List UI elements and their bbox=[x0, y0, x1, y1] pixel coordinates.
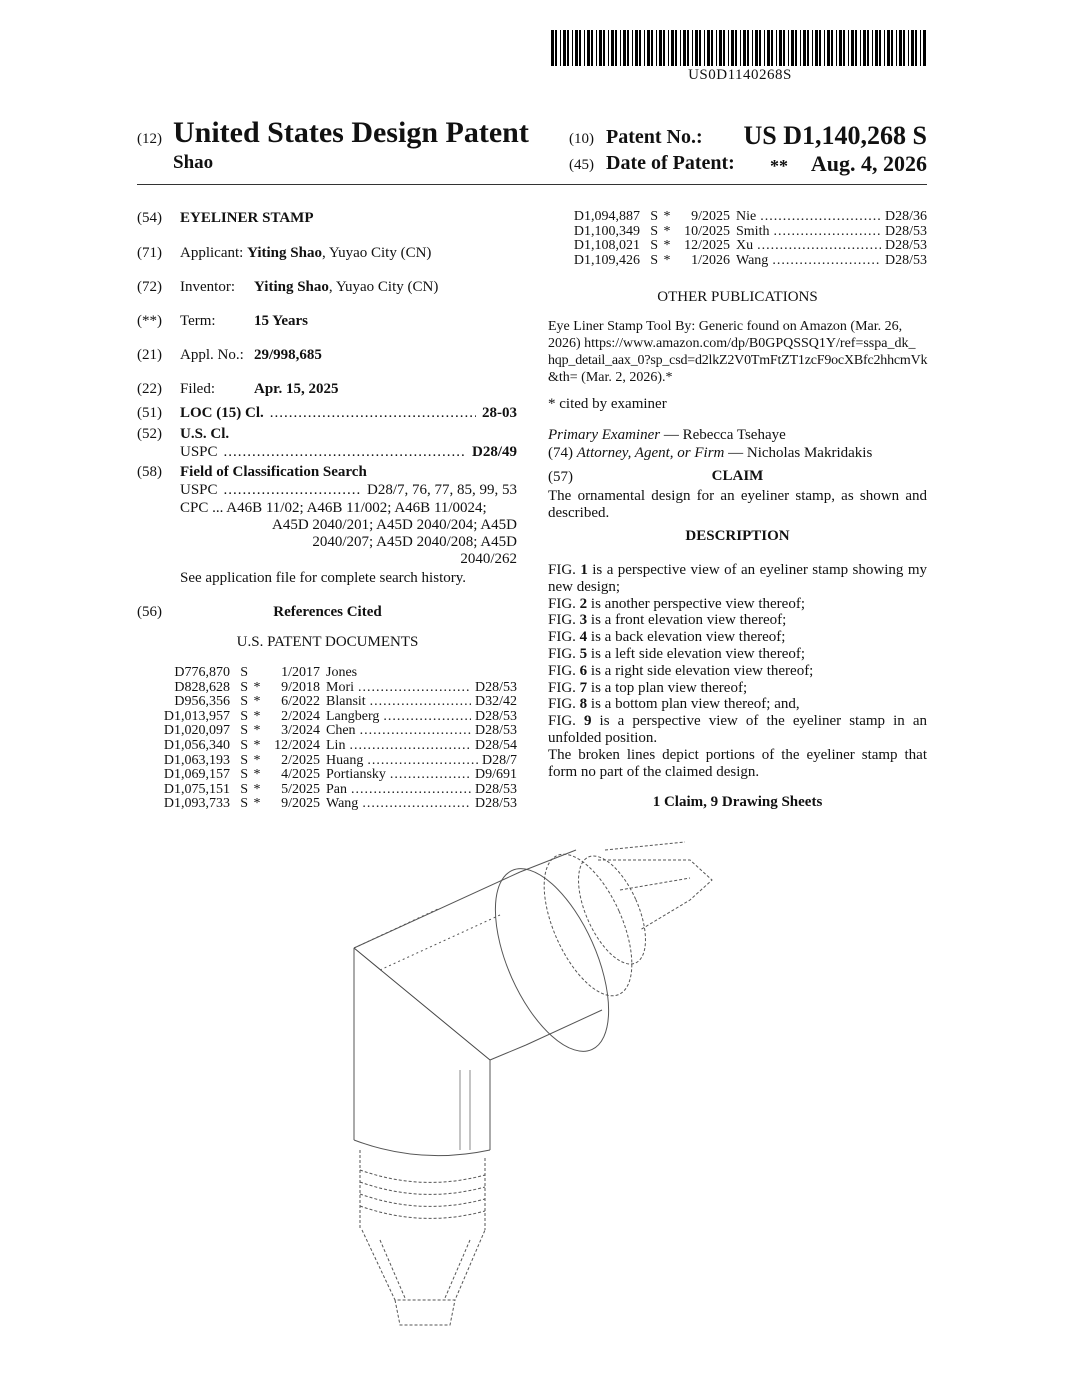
barcode-bar bbox=[704, 30, 705, 66]
barcode-bar bbox=[872, 30, 873, 66]
inventor-field bbox=[254, 279, 438, 296]
fig-prefix: FIG. bbox=[548, 629, 580, 646]
barcode-bar bbox=[608, 30, 609, 66]
barcode-bar bbox=[647, 30, 650, 66]
reference-kind: S bbox=[240, 767, 248, 783]
barcode-bar bbox=[759, 30, 761, 66]
reference-date: 2/2025 bbox=[281, 752, 320, 768]
fig-prefix: FIG. bbox=[548, 713, 584, 730]
reference-class: D28/53 bbox=[475, 708, 517, 724]
fig-number: 9 bbox=[583, 713, 592, 730]
barcode-bar bbox=[767, 30, 770, 66]
reference-class: D9/691 bbox=[475, 767, 517, 783]
reference-kind: S bbox=[240, 723, 248, 739]
barcode-bar bbox=[831, 30, 833, 66]
fig-text: is a right side elevation view thereof; bbox=[587, 662, 814, 679]
inventor-location: , Yuyao City (CN) bbox=[328, 279, 439, 295]
reference-name: Wang bbox=[736, 252, 769, 268]
cpc-line-1: CPC ... A46B 11/02; A46B 11/002; A46B 11/0024; bbox=[180, 500, 487, 516]
barcode-bar bbox=[611, 30, 614, 66]
barcode-bar bbox=[735, 30, 737, 66]
barcode-bar bbox=[692, 30, 693, 66]
barcode-bar bbox=[824, 30, 825, 66]
patent-number: US D1,140,268 S bbox=[743, 121, 927, 150]
barcode-bar bbox=[752, 30, 753, 66]
inventor-label: Inventor: bbox=[180, 279, 235, 295]
other-pub-line-2: 2026) https://www.amazon.com/dp/B0GPQSSQ1Y/ref=sspa_dk_ bbox=[548, 336, 916, 351]
barcode-bar bbox=[920, 30, 921, 66]
code-72: (72) bbox=[137, 279, 162, 295]
reference-name: Mori bbox=[326, 679, 354, 695]
figure-description bbox=[548, 696, 927, 713]
barcode-bar bbox=[764, 30, 765, 66]
reference-number: D1,109,426 bbox=[573, 252, 640, 268]
reference-date: 12/2024 bbox=[274, 738, 320, 753]
barcode-bar bbox=[687, 30, 689, 66]
other-publications-title: OTHER PUBLICATIONS bbox=[657, 289, 818, 305]
reference-name: Xu bbox=[736, 238, 754, 254]
barcode-bar bbox=[812, 30, 813, 66]
barcode-bar bbox=[659, 30, 662, 66]
reference-date: 9/2025 bbox=[281, 796, 320, 812]
reference-kind: S bbox=[240, 752, 248, 768]
reference-kind: S bbox=[240, 796, 248, 812]
barcode-bar bbox=[591, 30, 593, 66]
reference-name: Wang bbox=[326, 796, 359, 812]
barcode-bar bbox=[911, 30, 914, 66]
reference-number: D1,094,887 bbox=[573, 209, 640, 224]
term-label: Term: bbox=[180, 313, 216, 329]
fig-number: 1 bbox=[580, 562, 588, 578]
barcode-bar bbox=[731, 30, 734, 66]
code-21: (21) bbox=[137, 347, 162, 363]
barcode-bar bbox=[615, 30, 617, 66]
header-rule bbox=[137, 184, 927, 185]
cpc-line-2: A45D 2040/201; A45D 2040/204; A45D bbox=[271, 517, 517, 533]
field-search-label: Field of Classification Search bbox=[180, 464, 367, 480]
reference-date: 1/2017 bbox=[281, 665, 320, 680]
claim-text: The ornamental design for an eyeliner stamp, as shown and described. bbox=[548, 488, 927, 521]
barcode-bar bbox=[879, 30, 881, 66]
barcode-bar bbox=[839, 30, 842, 66]
fig-number: 6 bbox=[579, 662, 588, 679]
reference-class: D28/7 bbox=[482, 752, 517, 768]
reference-name: Langberg bbox=[326, 708, 380, 724]
barcode-bar bbox=[908, 30, 909, 66]
reference-class: D28/36 bbox=[885, 209, 927, 224]
reference-number: D1,013,957 bbox=[163, 708, 230, 724]
reference-number: D1,100,349 bbox=[573, 223, 640, 239]
code-56: (56) bbox=[137, 604, 162, 620]
barcode-bar bbox=[843, 30, 845, 66]
reference-kind: S bbox=[240, 738, 248, 753]
code-term: (**) bbox=[137, 313, 162, 329]
barcode-bar bbox=[819, 30, 821, 66]
uspc-leader bbox=[224, 444, 466, 461]
date-label: Date of Patent: bbox=[606, 152, 735, 174]
date-of-patent: Aug. 4, 2026 bbox=[810, 151, 927, 176]
appl-no-value: 29/998,685 bbox=[254, 347, 322, 363]
barcode-bar bbox=[783, 30, 785, 66]
fig-prefix: FIG. bbox=[548, 612, 580, 629]
fig-number: 7 bbox=[579, 679, 588, 696]
reference-kind: S bbox=[240, 708, 248, 724]
barcode-bar bbox=[567, 30, 569, 66]
examiner-label: Primary Examiner bbox=[548, 427, 661, 443]
reference-name: Pan bbox=[326, 781, 347, 797]
filed-label: Filed: bbox=[180, 381, 216, 397]
code-12: (12) bbox=[137, 131, 162, 147]
code-45: (45) bbox=[569, 157, 594, 173]
barcode-bar bbox=[896, 30, 897, 66]
uspc-value: D28/49 bbox=[472, 444, 517, 460]
barcode-bar bbox=[555, 30, 557, 66]
reference-star: * bbox=[253, 723, 261, 739]
reference-date: 4/2025 bbox=[281, 767, 320, 783]
barcode-bar bbox=[683, 30, 686, 66]
reference-date: 5/2025 bbox=[281, 781, 320, 797]
barcode-bar bbox=[800, 30, 801, 66]
barcode-bar bbox=[572, 30, 573, 66]
reference-row bbox=[570, 252, 927, 269]
barcode-bar bbox=[755, 30, 758, 66]
reference-name: Huang bbox=[326, 752, 364, 768]
barcode-bar bbox=[776, 30, 777, 66]
primary-examiner bbox=[548, 427, 786, 444]
barcode-bar bbox=[923, 30, 926, 66]
reference-class: D28/53 bbox=[475, 723, 517, 739]
figure-description bbox=[548, 612, 927, 629]
reference-number: D776,870 bbox=[174, 665, 230, 680]
reference-number: D1,093,733 bbox=[163, 796, 230, 812]
barcode-bar bbox=[719, 30, 722, 66]
reference-number: D1,063,193 bbox=[163, 752, 230, 768]
barcode-bar bbox=[743, 30, 746, 66]
reference-kind: S bbox=[650, 238, 658, 254]
barcode-bar bbox=[644, 30, 645, 66]
reference-number: D956,356 bbox=[174, 694, 230, 710]
barcode-bar bbox=[668, 30, 669, 66]
barcode-bar bbox=[791, 30, 794, 66]
applicant-label: Applicant: bbox=[180, 245, 244, 261]
barcode-bar bbox=[623, 30, 626, 66]
barcode-bar bbox=[663, 30, 665, 66]
examiner-name: — Rebecca Tsehaye bbox=[660, 427, 786, 443]
inventor-name: Yiting Shao bbox=[254, 279, 329, 295]
reference-star: * bbox=[253, 694, 261, 710]
fig-prefix: FIG. bbox=[548, 679, 580, 696]
reference-date: 9/2025 bbox=[691, 209, 730, 224]
claims-sheets-count: 1 Claim, 9 Drawing Sheets bbox=[652, 794, 823, 810]
barcode-bar bbox=[875, 30, 878, 66]
code-52: (52) bbox=[137, 426, 162, 442]
fig-text: is a bottom plan view thereof; and, bbox=[587, 696, 800, 713]
code-58: (58) bbox=[137, 464, 162, 480]
search-history-note: See application file for complete search history. bbox=[180, 570, 467, 586]
references-cited-title: References Cited bbox=[273, 604, 382, 620]
reference-star: * bbox=[663, 238, 671, 254]
reference-star: * bbox=[253, 738, 261, 753]
broken-lines-note: The broken lines depict portions of the eyeliner stamp that form no part of the claimed design. bbox=[548, 746, 927, 780]
barcode-bar bbox=[891, 30, 893, 66]
fig-number: 2 bbox=[579, 595, 588, 612]
date-mark: ** bbox=[770, 156, 788, 176]
fig-text: is a perspective view of an eyeliner stamp showing my new design; bbox=[548, 562, 927, 595]
figure-descriptions bbox=[548, 562, 927, 780]
barcode-bar bbox=[680, 30, 681, 66]
reference-date: 10/2025 bbox=[684, 223, 730, 239]
cpc-line-4: 2040/262 bbox=[460, 551, 517, 567]
barcode-bar bbox=[560, 30, 561, 66]
loc-leader bbox=[270, 405, 476, 422]
patent-type-title: United States Design Patent bbox=[173, 116, 529, 149]
barcode-bar bbox=[675, 30, 677, 66]
barcode-bar bbox=[716, 30, 717, 66]
fig-text: is a left side elevation view thereof; bbox=[587, 645, 806, 662]
reference-star: * bbox=[253, 796, 261, 812]
reference-class: D28/53 bbox=[475, 679, 517, 695]
figure-description bbox=[548, 713, 927, 747]
barcode-bar bbox=[728, 30, 729, 66]
barcode-bar bbox=[779, 30, 782, 66]
reference-date: 6/2022 bbox=[281, 694, 320, 710]
figure-description bbox=[548, 562, 927, 596]
barcode-bar bbox=[827, 30, 830, 66]
loc-class-row bbox=[180, 405, 517, 422]
barcode-bar bbox=[563, 30, 566, 66]
us-patent-docs-title: U.S. PATENT DOCUMENTS bbox=[236, 634, 419, 650]
term-value: 15 Years bbox=[254, 313, 309, 329]
barcode-bar bbox=[603, 30, 605, 66]
fig-prefix: FIG. bbox=[548, 662, 580, 679]
fig-number: 3 bbox=[579, 612, 588, 629]
applicant-location: , Yuyao City (CN) bbox=[321, 245, 432, 261]
barcode-bar bbox=[711, 30, 713, 66]
reference-kind: S bbox=[650, 209, 658, 224]
barcode-bar bbox=[579, 30, 581, 66]
barcode-bar bbox=[551, 30, 554, 66]
appl-no-label: Appl. No.: bbox=[180, 347, 244, 363]
barcode-bar bbox=[707, 30, 710, 66]
barcode-bar bbox=[771, 30, 773, 66]
reference-class: D28/53 bbox=[885, 252, 927, 268]
code-54: (54) bbox=[137, 210, 162, 226]
fig-text: is a back elevation view thereof; bbox=[587, 629, 786, 646]
reference-star: * bbox=[253, 708, 261, 724]
search-uspc-leader bbox=[224, 482, 361, 499]
barcode-bar bbox=[848, 30, 849, 66]
barcode-bar bbox=[815, 30, 818, 66]
reference-kind: S bbox=[240, 679, 248, 695]
figure-description bbox=[548, 629, 927, 646]
search-uspc-row bbox=[180, 482, 517, 499]
inventor-surname: Shao bbox=[173, 152, 214, 173]
barcode-bar bbox=[656, 30, 657, 66]
barcode-bar bbox=[575, 30, 578, 66]
barcode-bar bbox=[855, 30, 857, 66]
code-71: (71) bbox=[137, 245, 162, 261]
reference-date: 3/2024 bbox=[281, 723, 320, 739]
title-of-design: EYELINER STAMP bbox=[180, 210, 314, 226]
uspc-row bbox=[180, 444, 517, 461]
figure-description bbox=[548, 646, 927, 663]
other-publication-entry bbox=[548, 318, 927, 386]
cited-by-examiner: * cited by examiner bbox=[548, 396, 667, 412]
reference-star: * bbox=[663, 209, 671, 224]
reference-number: D1,069,157 bbox=[163, 767, 230, 783]
code-74: (74) bbox=[548, 445, 573, 461]
code-10: (10) bbox=[569, 131, 594, 147]
figure-description bbox=[548, 680, 927, 697]
barcode-bar bbox=[903, 30, 905, 66]
barcode-bar bbox=[740, 30, 741, 66]
barcode-bar bbox=[599, 30, 602, 66]
eyeliner-stamp-drawing bbox=[340, 820, 740, 1340]
code-22: (22) bbox=[137, 381, 162, 397]
barcode-bar bbox=[620, 30, 621, 66]
barcode-bar bbox=[632, 30, 633, 66]
reference-number: D828,628 bbox=[174, 679, 230, 695]
reference-date: 2/2024 bbox=[281, 708, 320, 724]
reference-date: 12/2025 bbox=[684, 238, 730, 254]
barcode-bar bbox=[899, 30, 902, 66]
barcode-number: US0D1140268S bbox=[688, 67, 792, 83]
reference-star: * bbox=[663, 223, 671, 239]
reference-class: D28/54 bbox=[475, 738, 517, 753]
loc-label: LOC (15) Cl. bbox=[180, 405, 264, 421]
barcode-bar bbox=[747, 30, 749, 66]
attorney-label: Attorney, Agent, or Firm bbox=[576, 445, 725, 461]
reference-kind: S bbox=[650, 223, 658, 239]
reference-name: Portiansky bbox=[326, 767, 386, 783]
reference-number: D1,020,097 bbox=[163, 723, 230, 739]
attorney-name: — Nicholas Makridakis bbox=[724, 445, 873, 461]
uspc-label: USPC bbox=[180, 444, 218, 460]
filed-value: Apr. 15, 2025 bbox=[254, 381, 339, 397]
barcode-bar bbox=[788, 30, 789, 66]
reference-number: D1,075,151 bbox=[163, 781, 230, 797]
reference-class: D28/53 bbox=[885, 223, 927, 239]
fig-text: is another perspective view thereof; bbox=[587, 595, 806, 612]
attorney bbox=[548, 445, 872, 462]
reference-class: D28/53 bbox=[475, 796, 517, 812]
claim-title: CLAIM bbox=[711, 468, 764, 484]
barcode-bar bbox=[584, 30, 585, 66]
description-title: DESCRIPTION bbox=[685, 528, 790, 544]
barcode-bar bbox=[627, 30, 629, 66]
reference-kind: S bbox=[240, 665, 248, 680]
fig-prefix: FIG. bbox=[548, 696, 580, 713]
patent-no-label: Patent No.: bbox=[606, 126, 703, 148]
fig-text: is a front elevation view thereof; bbox=[587, 612, 787, 629]
barcode-bar bbox=[836, 30, 837, 66]
barcode-bar bbox=[863, 30, 866, 66]
barcode-bar bbox=[860, 30, 861, 66]
code-51: (51) bbox=[137, 405, 162, 421]
code-57: (57) bbox=[548, 469, 573, 485]
reference-kind: S bbox=[650, 252, 658, 268]
reference-row bbox=[160, 795, 517, 812]
reference-class: D28/53 bbox=[885, 238, 927, 254]
barcode-bar bbox=[635, 30, 638, 66]
barcode-bar bbox=[867, 30, 869, 66]
fig-number: 4 bbox=[579, 629, 588, 646]
us-cl-label: U.S. Cl. bbox=[180, 426, 230, 442]
barcode-bar bbox=[851, 30, 854, 66]
reference-leader bbox=[362, 795, 471, 812]
reference-star: * bbox=[253, 752, 261, 768]
fig-prefix: FIG. bbox=[548, 595, 580, 612]
reference-name: Chen bbox=[326, 723, 356, 739]
fig-number: 5 bbox=[579, 645, 588, 662]
search-uspc-value: D28/7, 76, 77, 85, 99, 53 bbox=[367, 482, 517, 498]
reference-star: * bbox=[253, 781, 261, 797]
reference-name: Nie bbox=[736, 209, 757, 224]
barcode-bar bbox=[795, 30, 797, 66]
fig-number: 8 bbox=[579, 696, 588, 713]
barcode-bar bbox=[699, 30, 701, 66]
reference-number: D1,108,021 bbox=[573, 238, 640, 254]
barcode-bar bbox=[651, 30, 653, 66]
other-pub-line-1: Eye Liner Stamp Tool By: Generic found on Amazon (Mar. 26, bbox=[548, 319, 903, 334]
reference-star: * bbox=[663, 252, 671, 268]
reference-class: D28/53 bbox=[475, 781, 517, 797]
fig-text: is a perspective view of the eyeliner stamp in an unfolded position. bbox=[548, 713, 927, 746]
barcode-bar bbox=[884, 30, 885, 66]
reference-star: * bbox=[253, 767, 261, 783]
other-pub-line-3: hqp_detail_aax_0?sp_csd=d2lkZ2V0TmFtZT1zcF9ocXBfc2hhcmVk bbox=[548, 353, 928, 368]
barcode-bar bbox=[671, 30, 674, 66]
barcode-bar bbox=[723, 30, 725, 66]
barcode-bar bbox=[803, 30, 806, 66]
fig-prefix: FIG. bbox=[548, 562, 581, 578]
reference-kind: S bbox=[240, 781, 248, 797]
applicant-name: Yiting Shao bbox=[247, 245, 322, 261]
reference-date: 1/2026 bbox=[691, 252, 730, 268]
cpc-line-3: 2040/207; A45D 2040/208; A45D bbox=[312, 534, 517, 550]
barcode bbox=[551, 30, 929, 68]
barcode-bar bbox=[695, 30, 698, 66]
barcode-bar bbox=[639, 30, 641, 66]
applicant-field bbox=[180, 245, 431, 262]
reference-date: 9/2018 bbox=[281, 679, 320, 695]
barcode-bar bbox=[596, 30, 597, 66]
reference-kind: S bbox=[240, 694, 248, 710]
loc-value: 28-03 bbox=[482, 405, 517, 421]
reference-number: D1,056,340 bbox=[163, 738, 230, 753]
fig-prefix: FIG. bbox=[548, 645, 580, 662]
barcode-bar bbox=[887, 30, 890, 66]
barcode-bar bbox=[587, 30, 590, 66]
reference-name: Lin bbox=[326, 738, 346, 753]
barcode-bar bbox=[915, 30, 917, 66]
reference-name: Jones bbox=[326, 665, 358, 680]
fig-text: is a top plan view thereof; bbox=[587, 679, 748, 696]
reference-name: Blansit bbox=[326, 694, 366, 710]
figure-description bbox=[548, 663, 927, 680]
reference-class: D32/42 bbox=[475, 694, 517, 710]
barcode-bar bbox=[807, 30, 809, 66]
reference-name: Smith bbox=[736, 223, 770, 239]
search-uspc-label: USPC bbox=[180, 482, 218, 498]
reference-star: * bbox=[253, 679, 261, 695]
reference-leader bbox=[772, 252, 881, 269]
other-pub-line-4: &th= (Mar. 2, 2026).* bbox=[548, 370, 673, 385]
figure-description bbox=[548, 596, 927, 613]
